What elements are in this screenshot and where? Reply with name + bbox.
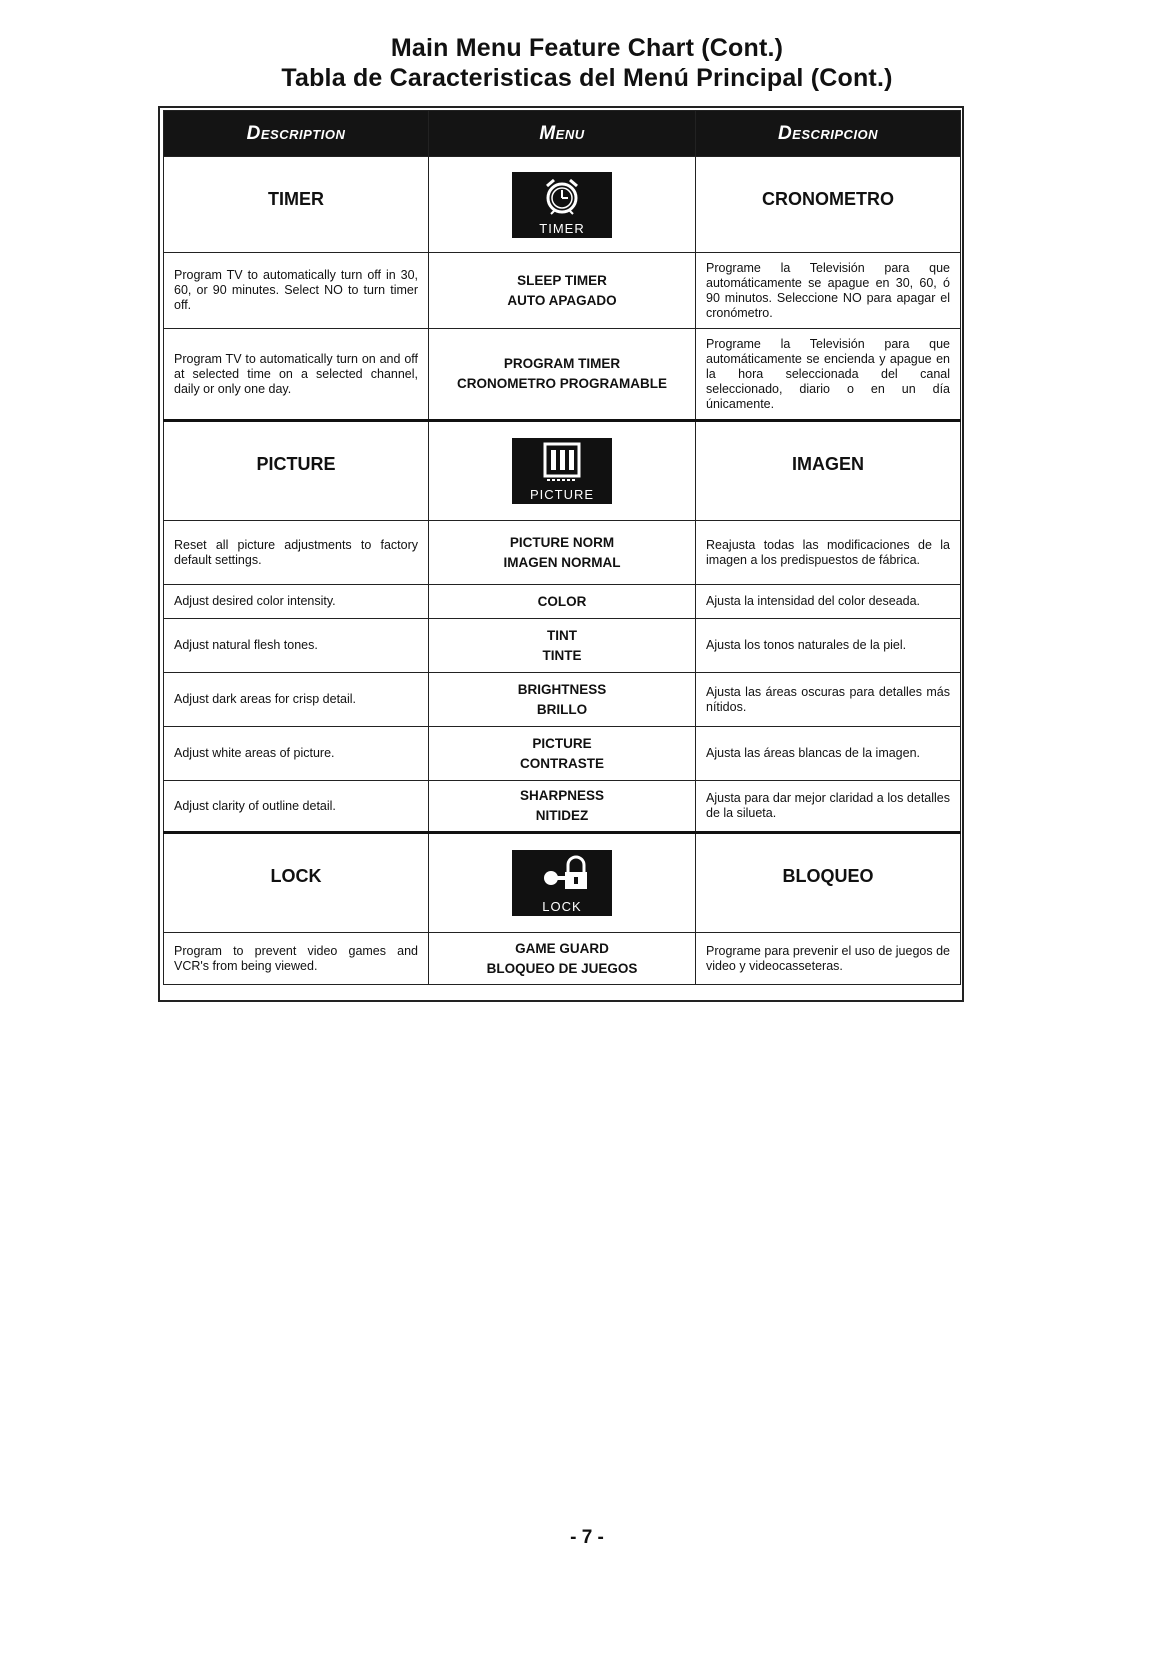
row-desc-es: Ajusta para dar mejor claridad a los detalles de la silueta. xyxy=(696,781,961,833)
menu-item-es: TINTE xyxy=(542,647,582,663)
section-name-en: PICTURE xyxy=(164,421,429,521)
section-picture xyxy=(164,421,961,521)
table-row xyxy=(164,673,961,727)
icon-label: LOCK xyxy=(542,899,582,914)
row-desc-es: Ajusta las áreas blancas de la imagen. xyxy=(696,727,961,781)
row-desc-en: Reset all picture adjustments to factory default settings. xyxy=(164,521,429,585)
row-desc-en: Adjust dark areas for crisp detail. xyxy=(164,673,429,727)
page-title-spanish: Tabla de Caracteristicas del Menú Principal (Cont.) xyxy=(281,64,893,92)
menu-item-es: IMAGEN NORMAL xyxy=(503,554,621,570)
row-desc-es: Ajusta la intensidad del color deseada. xyxy=(696,585,961,619)
feature-chart-table xyxy=(163,110,961,985)
row-menu xyxy=(429,253,696,329)
section-timer xyxy=(164,157,961,253)
row-desc-en: Program TV to automatically turn on and off at selected time on a selected channel, daily or only one day. xyxy=(164,329,429,421)
row-menu xyxy=(429,673,696,727)
section-name-es: BLOQUEO xyxy=(696,833,961,933)
section-name-es: CRONOMETRO xyxy=(696,157,961,253)
table-row xyxy=(164,619,961,673)
row-desc-es: Programe la Televisión para que automáticamente se encienda y apague en la hora seleccionada del canal seleccionado, diario o en un día únicamente. xyxy=(696,329,961,421)
menu-item-en: PROGRAM TIMER xyxy=(503,356,621,371)
row-desc-en: Adjust clarity of outline detail. xyxy=(164,781,429,833)
menu-item-en: TINT xyxy=(547,627,577,643)
menu-item-es: AUTO APAGADO xyxy=(507,292,617,308)
table-row xyxy=(164,933,961,985)
row-desc-es: Reajusta todas las modificaciones de la imagen a los predispuestos de fábrica. xyxy=(696,521,961,585)
alarm-clock-icon xyxy=(512,172,612,238)
table-row xyxy=(164,253,961,329)
menu-item-es: CRONOMETRO PROGRAMABLE xyxy=(457,376,667,391)
key-lock-icon xyxy=(512,850,612,916)
row-desc-es: Programe la Televisión para que automáticamente se apague en 30, 60, ó 90 minutos. Seleccione NO para apagar el cronómetro. xyxy=(696,253,961,329)
row-desc-es: Ajusta los tonos naturales de la piel. xyxy=(696,619,961,673)
section-name-en: TIMER xyxy=(164,157,429,253)
section-lock xyxy=(164,833,961,933)
menu-item-en: BRIGHTNESS xyxy=(517,681,607,697)
page-title-english: Main Menu Feature Chart (Cont.) xyxy=(390,34,784,62)
row-desc-en: Program to prevent video games and VCR's from being viewed. xyxy=(164,933,429,985)
table-row xyxy=(164,585,961,619)
icon-label: TIMER xyxy=(539,220,585,236)
row-menu xyxy=(429,585,696,619)
row-menu xyxy=(429,933,696,985)
table-row xyxy=(164,727,961,781)
section-name-es: IMAGEN xyxy=(696,421,961,521)
table-row xyxy=(164,329,961,421)
menu-item-es: CONTRASTE xyxy=(520,755,604,771)
menu-item-es: BRILLO xyxy=(536,701,588,717)
menu-item-en: PICTURE NORM xyxy=(509,534,615,550)
menu-item-en: GAME GUARD xyxy=(515,940,609,956)
menu-item-en: PICTURE xyxy=(532,735,592,751)
header-menu: Menu xyxy=(429,111,696,157)
table-row xyxy=(164,781,961,833)
row-desc-es: Programe para prevenir el uso de juegos de video y videocasseteras. xyxy=(696,933,961,985)
menu-item-es: BLOQUEO DE JUEGOS xyxy=(486,960,638,976)
row-menu xyxy=(429,619,696,673)
picture-adjust-icon xyxy=(512,438,612,504)
row-desc-en: Program TV to automatically turn off in 30, 60, or 90 minutes. Select NO to turn timer off. xyxy=(164,253,429,329)
menu-item-en: SLEEP TIMER xyxy=(517,272,607,288)
row-desc-en: Adjust desired color intensity. xyxy=(164,585,429,619)
row-menu xyxy=(429,781,696,833)
header-row xyxy=(164,111,961,157)
row-desc-en: Adjust natural flesh tones. xyxy=(164,619,429,673)
menu-item-en: COLOR xyxy=(537,593,587,609)
row-menu xyxy=(429,329,696,421)
row-menu xyxy=(429,521,696,585)
header-description: Description xyxy=(164,111,429,157)
row-menu xyxy=(429,727,696,781)
header-descripcion: Descripcion xyxy=(696,111,961,157)
menu-item-es: NITIDEZ xyxy=(535,808,589,823)
section-name-en: LOCK xyxy=(164,833,429,933)
page-number: - 7 - xyxy=(570,1527,604,1548)
row-desc-es: Ajusta las áreas oscuras para detalles más nítidos. xyxy=(696,673,961,727)
row-desc-en: Adjust white areas of picture. xyxy=(164,727,429,781)
menu-item-en: SHARPNESS xyxy=(519,788,605,803)
table-row xyxy=(164,521,961,585)
icon-label: PICTURE xyxy=(529,487,595,502)
